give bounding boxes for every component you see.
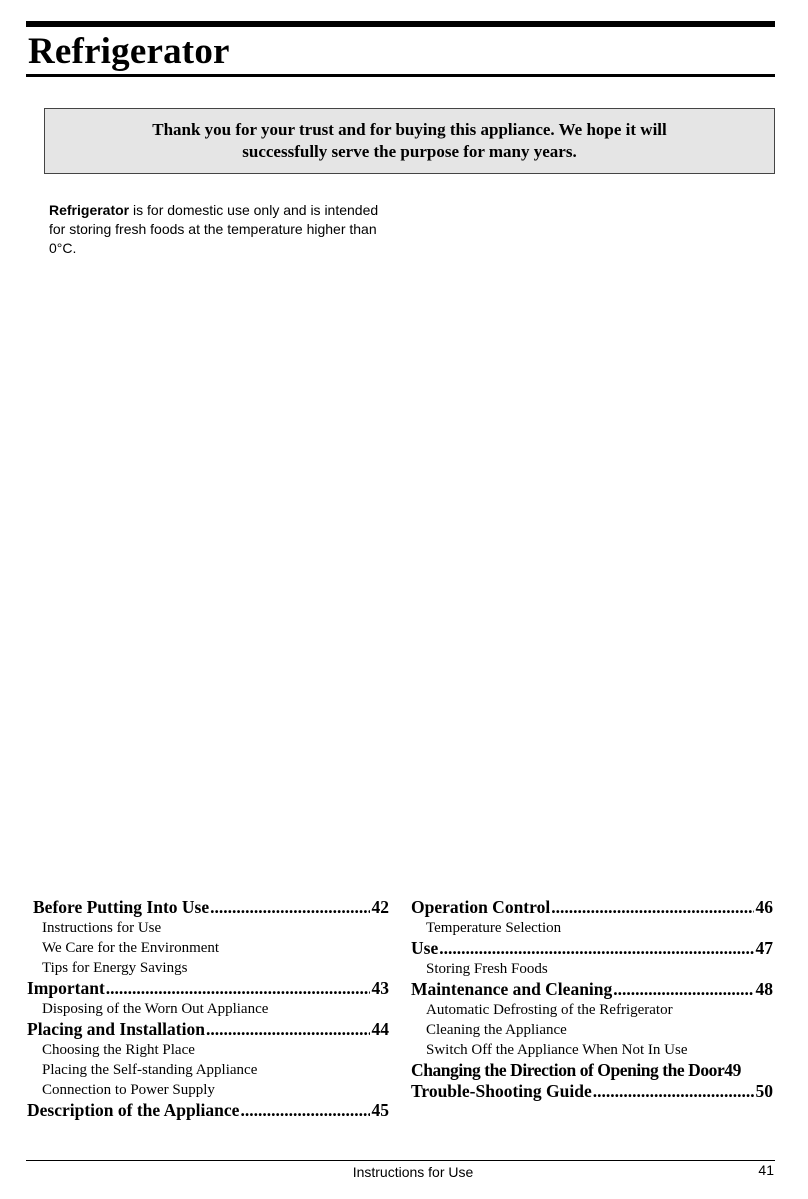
page-title: Refrigerator (28, 31, 230, 72)
toc-leader-dots (210, 897, 369, 918)
thanks-box (44, 108, 775, 174)
toc-entry-title: Operation Control (411, 897, 551, 917)
toc-entry-page: 50 (755, 1081, 773, 1101)
toc-entry-title: Trouble-Shooting Guide (411, 1081, 592, 1101)
toc-entry-title: Changing the Direction of Opening the Door (411, 1060, 725, 1080)
toc-subentry[interactable]: Temperature Selection (426, 920, 562, 936)
top-rule (26, 21, 775, 27)
footer-page-number: 41 (758, 1162, 774, 1178)
toc-subentry[interactable]: Connection to Power Supply (42, 1082, 215, 1098)
toc-entry-page: 42 (371, 897, 389, 917)
toc-entry-title: Use (411, 938, 439, 958)
toc-entry[interactable] (27, 978, 389, 999)
toc-entry-page: 47 (755, 938, 773, 958)
toc-entry-page: 43 (371, 978, 389, 998)
toc-entry-page: 44 (371, 1019, 389, 1039)
toc-entry[interactable] (27, 897, 389, 918)
toc-entry-title: Description of the Appliance (27, 1100, 240, 1120)
toc-subentry[interactable]: Cleaning the Appliance (426, 1022, 567, 1038)
toc-subentry[interactable]: Tips for Energy Savings (42, 960, 188, 976)
toc-entry-page: 46 (755, 897, 773, 917)
toc-entry-title: Important (27, 978, 105, 998)
toc-subentry[interactable]: Instructions for Use (42, 920, 162, 936)
toc-right-column (411, 897, 773, 1102)
intro-bold-term: Refrigerator (49, 202, 130, 218)
toc-entry-page: 45 (371, 1100, 389, 1120)
toc-entry-title: Placing and Installation (27, 1019, 205, 1039)
toc-leader-dots (240, 1100, 369, 1121)
toc-subentry[interactable]: Automatic Defrosting of the Refrigerator (426, 1002, 673, 1018)
toc-leader-dots (106, 978, 370, 999)
toc-entry-page: 48 (755, 979, 773, 999)
toc-entry[interactable] (411, 897, 773, 918)
toc-leader-dots (206, 1019, 370, 1040)
toc-leader-dots (439, 938, 753, 959)
toc-entry[interactable] (411, 1060, 773, 1081)
toc-subentry[interactable]: We Care for the Environment (42, 940, 220, 956)
toc-left-column (27, 897, 389, 1121)
thanks-text: Thank you for your trust and for buying this appliance. We hope it will successfully serve the purpose for many years. (152, 120, 667, 161)
toc-subentry[interactable]: Choosing the Right Place (42, 1042, 195, 1058)
toc-entry-page: 49 (724, 1060, 741, 1080)
toc-subentry[interactable]: Storing Fresh Foods (426, 961, 548, 977)
toc-subentry[interactable]: Placing the Self-standing Appliance (42, 1062, 258, 1078)
toc-entry-title: Maintenance and Cleaning (411, 979, 613, 999)
toc-entry[interactable] (27, 1019, 389, 1040)
toc-leader-dots (593, 1081, 754, 1102)
toc-entry[interactable] (411, 1081, 773, 1102)
toc-entry-title: Before Putting Into Use (33, 897, 210, 917)
footer-rule (26, 1160, 775, 1161)
toc-leader-dots (551, 897, 753, 918)
footer-label: Instructions for Use (352, 1164, 474, 1180)
toc-leader-dots (613, 979, 753, 1000)
toc-entry[interactable] (411, 979, 773, 1000)
toc-subentry[interactable]: Switch Off the Appliance When Not In Use (426, 1042, 688, 1058)
toc-entry[interactable] (27, 1100, 389, 1121)
intro-paragraph (49, 201, 379, 258)
intro-text: is for domestic use only and is intended for storing fresh foods at the temperature higher than 0°C. (49, 202, 379, 256)
toc-entry[interactable] (411, 938, 773, 959)
title-rule (26, 74, 775, 77)
toc-subentry[interactable]: Disposing of the Worn Out Appliance (42, 1001, 269, 1017)
